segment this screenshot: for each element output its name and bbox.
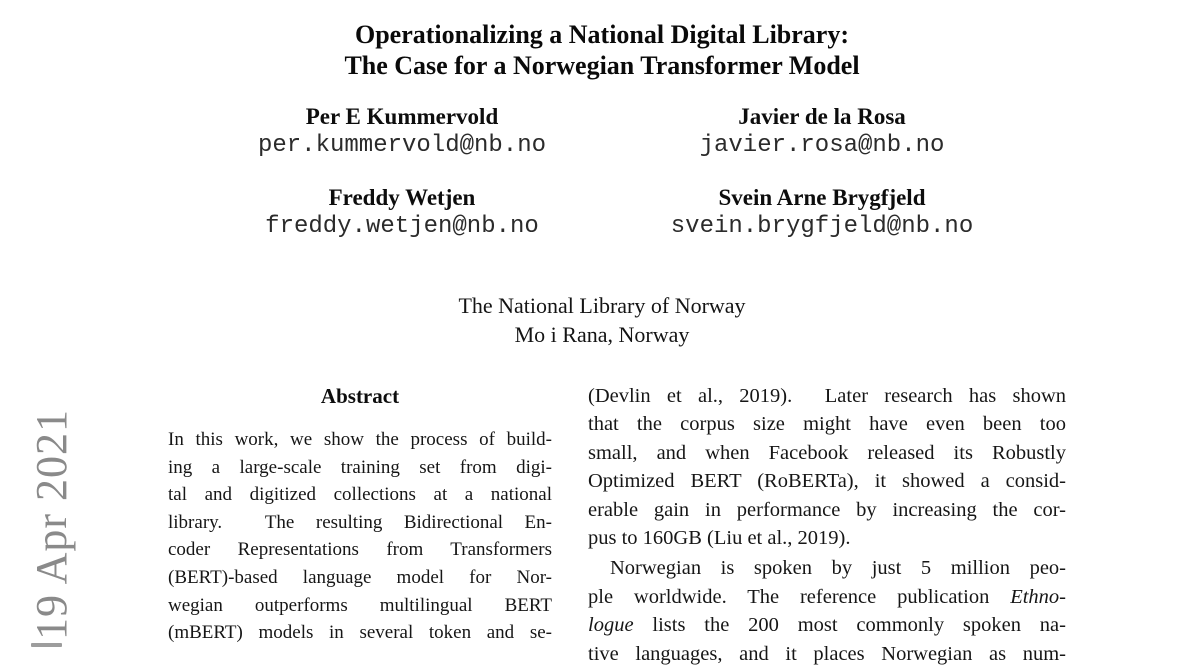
- text-line: that the corpus size might have even been too: [588, 413, 1066, 436]
- text-line: Optimized BERT (RoBERTa), it showed a consid-: [588, 470, 1066, 493]
- abstract-body: [168, 427, 552, 648]
- text-line: [588, 584, 1066, 612]
- affiliation: [0, 292, 1204, 349]
- text-line: Norwegian is spoken by just 5 million peo-: [610, 557, 1066, 580]
- author-block-1: [202, 103, 602, 161]
- intro-column: [588, 383, 1066, 669]
- affiliation-line-2: Mo i Rana, Norway: [514, 321, 690, 347]
- text-line: (mBERT) models in several token and se-: [168, 622, 552, 644]
- abstract-heading: Abstract: [320, 384, 400, 408]
- text-line: (Devlin et al., 2019). Later research has shown: [588, 385, 1066, 407]
- author-email: javier.rosa@nb.no: [699, 132, 945, 159]
- arxiv-date-stamp: 19 Apr 2021: [27, 409, 76, 640]
- author-name: Javier de la Rosa: [738, 104, 906, 129]
- text-line: small, and when Facebook released its Robustly: [588, 441, 1066, 464]
- text-line: ing a large-scale training set from digi-: [168, 456, 552, 478]
- author-name: Per E Kummervold: [305, 104, 499, 129]
- text-line: pus to 160GB (Liu et al., 2019).: [588, 526, 851, 549]
- author-block-4: [622, 184, 1022, 242]
- italic-text-segment: logue: [588, 614, 634, 637]
- text-line: coder Representations from Transformers: [168, 539, 552, 561]
- text-line: In this work, we show the process of build-: [168, 429, 552, 450]
- paper-title-line-2: The Case for a Norwegian Transformer Model: [344, 51, 860, 80]
- author-name: Freddy Wetjen: [328, 185, 476, 210]
- author-block-3: [202, 184, 602, 242]
- arxiv-stamp-fragment: [31, 643, 62, 647]
- author-email: per.kummervold@nb.no: [257, 132, 547, 159]
- text-line: tive languages, and it places Norwegian as num-: [588, 642, 1066, 665]
- author-name: Svein Arne Brygfjeld: [718, 185, 926, 210]
- text-segment: lists the 200 most commonly spoken na-: [633, 614, 1066, 637]
- text-segment: ple worldwide. The reference publication: [588, 585, 1011, 608]
- text-line: tal and digitized collections at a national: [168, 484, 552, 506]
- text-line: wegian outperforms multilingual BERT: [168, 594, 552, 616]
- affiliation-line-1: The National Library of Norway: [458, 293, 746, 318]
- text-line: [588, 612, 1066, 640]
- italic-text-segment: Ethno-: [1010, 585, 1066, 608]
- paper-title-line-1: Operationalizing a National Digital Library:: [355, 20, 849, 49]
- text-line: erable gain in performance by increasing the cor-: [588, 498, 1066, 521]
- text-line: library. The resulting Bidirectional En-: [168, 511, 552, 533]
- author-email: svein.brygfjeld@nb.no: [670, 213, 974, 240]
- author-email: freddy.wetjen@nb.no: [265, 213, 539, 240]
- text-line: (BERT)-based language model for Nor-: [168, 566, 552, 588]
- author-block-2: [622, 103, 1022, 161]
